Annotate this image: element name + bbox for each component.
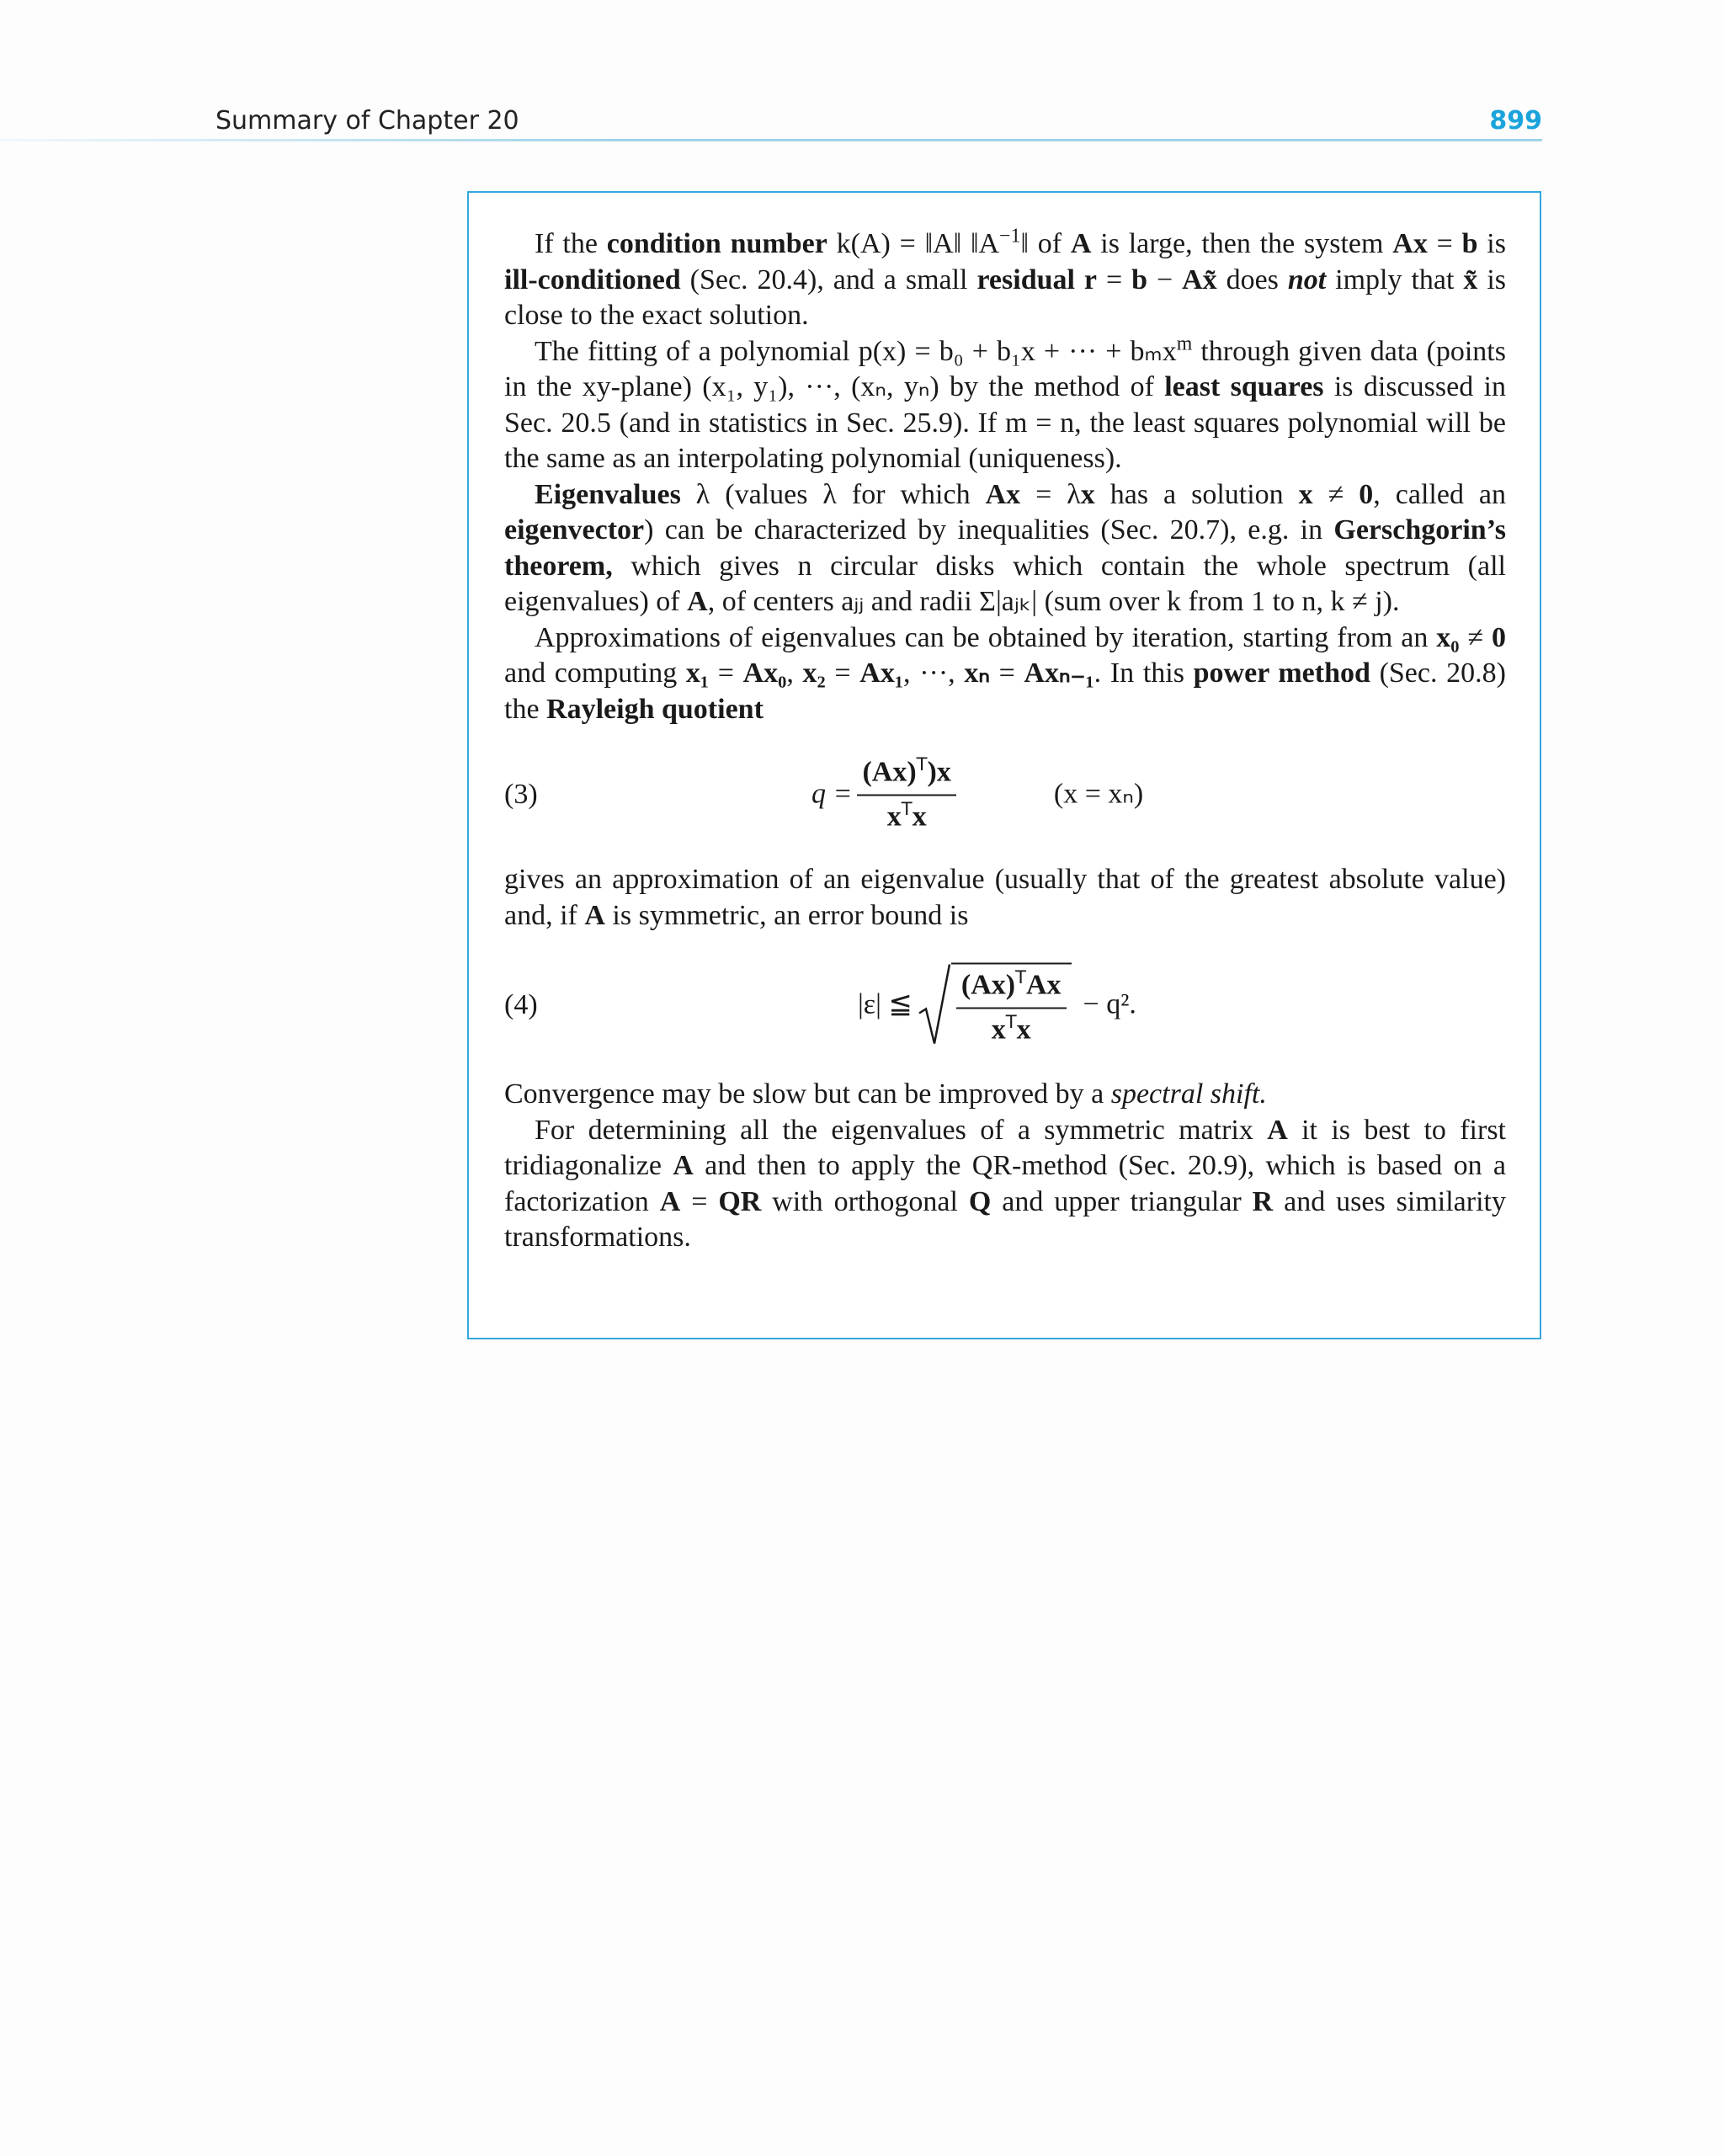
text-run: The fitting of a polynomial p(x) = b₀ + b₁x + ··· + bₘx bbox=[535, 335, 1177, 367]
math-bold: x bbox=[1298, 478, 1313, 510]
math-bold: Ax̃ bbox=[1182, 264, 1217, 295]
math-bold: 0 bbox=[1492, 621, 1506, 653]
math-bold: x bbox=[886, 801, 902, 832]
term-gerschgorin: Gerschgorin’s theorem, bbox=[504, 514, 1506, 582]
radical-sign bbox=[918, 963, 951, 1047]
paragraph-eigenvalues bbox=[504, 477, 1506, 620]
math-bold: (Ax) bbox=[960, 969, 1016, 1001]
equation-lhs: q = bbox=[811, 778, 853, 810]
paragraph-qr-method bbox=[504, 1113, 1506, 1256]
text-run: , of centers aⱼⱼ and radii Σ|aⱼₖ| (sum over k from 1 to n, k ≠ j). bbox=[707, 586, 1400, 617]
text-run: ) can be characterized by inequalities (Sec. 20.7), e.g. in bbox=[644, 514, 1334, 546]
text-run: and computing bbox=[504, 657, 686, 689]
text-run: k(A) = ‖A‖ ‖A bbox=[827, 228, 1000, 259]
math-bold: A bbox=[673, 1150, 694, 1181]
text-run: it is best to first tridiagonalize bbox=[504, 1114, 1506, 1181]
math-bold: Axₙ₋₁ bbox=[1024, 657, 1094, 689]
fraction-denominator bbox=[987, 1009, 1036, 1048]
text-run: is bbox=[1477, 228, 1506, 259]
text-run: If the bbox=[535, 228, 607, 259]
math-bold: xₙ bbox=[964, 657, 990, 689]
text-run: Convergence may be slow but can be improved by a bbox=[504, 1078, 1111, 1110]
superscript: T bbox=[1005, 1010, 1017, 1032]
equation-condition: (x = xₙ) bbox=[1053, 778, 1144, 810]
text-run: = bbox=[1097, 264, 1132, 295]
equation-4 bbox=[504, 934, 1506, 1077]
math-bold: x₂ bbox=[802, 657, 826, 689]
text-run: (Sec. 20.8) the bbox=[504, 657, 1506, 725]
equation-number: (3) bbox=[504, 778, 538, 810]
superscript: −1 bbox=[999, 225, 1021, 248]
paragraph-power-method bbox=[504, 620, 1506, 728]
emphasis-not: not bbox=[1287, 264, 1327, 295]
text-run: (Sec. 20.4), and a small bbox=[680, 264, 977, 295]
math-bold: x̃ bbox=[1463, 264, 1478, 295]
text-run: with orthogonal bbox=[761, 1185, 969, 1217]
superscript: T bbox=[901, 797, 913, 819]
math-bold: A bbox=[659, 1185, 681, 1217]
math-bold: Ax₁ bbox=[859, 657, 904, 689]
chapter-summary-box bbox=[467, 191, 1541, 1339]
text-run: is large, then the system bbox=[1091, 228, 1393, 259]
text-run: , bbox=[786, 657, 803, 689]
text-run: ≠ bbox=[1459, 621, 1492, 653]
text-run: is close to the exact solution. bbox=[504, 264, 1506, 331]
text-run: = λ bbox=[1020, 478, 1081, 510]
math-bold: A bbox=[1070, 228, 1092, 259]
running-head: Summary of Chapter 20 bbox=[216, 106, 519, 136]
text-run: is discussed in Sec. 20.5 (and in statistics in Sec. 25.9). If m = n, the least squares polynomial will be the same as an interpolating polynomial (uniqueness). bbox=[504, 371, 1506, 474]
math-bold: QR bbox=[718, 1185, 762, 1217]
term-eigenvector: eigenvector bbox=[504, 514, 645, 546]
term-ill-conditioned: ill-conditioned bbox=[504, 264, 681, 295]
text-run: and then to apply the QR-method (Sec. 20.9), which is based on a factorization bbox=[504, 1150, 1506, 1217]
term-least-squares: least squares bbox=[1164, 371, 1324, 402]
superscript: m bbox=[1176, 333, 1193, 355]
text-run: has a solution bbox=[1094, 478, 1299, 510]
text-run: ≠ bbox=[1312, 478, 1360, 510]
math-bold: A bbox=[584, 899, 605, 931]
math-bold: x bbox=[1080, 478, 1095, 510]
math-bold: x₁ bbox=[685, 657, 710, 689]
equation-body bbox=[858, 963, 1136, 1048]
square-root bbox=[918, 963, 1072, 1048]
fraction bbox=[857, 755, 955, 835]
text-run: and upper triangular bbox=[991, 1185, 1253, 1217]
math-bold: )x bbox=[927, 756, 951, 788]
text-run: which gives n circular disks which contain the whole spectrum (all eigenvalues) of bbox=[504, 550, 1506, 617]
text-run: is symmetric, an error bound is bbox=[604, 899, 969, 931]
term-spectral-shift: spectral shift. bbox=[1110, 1078, 1267, 1110]
superscript: T bbox=[1015, 966, 1026, 988]
text-run: λ (values λ for which bbox=[680, 478, 986, 510]
fraction-denominator bbox=[882, 796, 932, 835]
paragraph-error-bound bbox=[504, 862, 1506, 934]
fraction-numerator bbox=[956, 968, 1067, 1009]
text-run: gives an approximation of an eigenvalue (usually that of the greatest absolute value) and, if bbox=[504, 864, 1506, 931]
superscript: T bbox=[916, 753, 928, 775]
math-bold: x bbox=[912, 801, 927, 832]
term-residual: residual r bbox=[976, 264, 1097, 295]
math-bold: b bbox=[1461, 228, 1478, 259]
radicand bbox=[951, 963, 1072, 1048]
text-run: − bbox=[1147, 264, 1183, 295]
equation-3 bbox=[504, 727, 1506, 862]
text-run: = bbox=[709, 657, 743, 689]
paragraph-condition-number bbox=[504, 226, 1506, 334]
text-run: ‖ of bbox=[1020, 228, 1071, 259]
equation-tail: − q². bbox=[1083, 988, 1136, 1020]
text-run: = bbox=[825, 657, 860, 689]
equation-lhs: |ε| ≦ bbox=[858, 988, 913, 1020]
text-run: For determining all the eigenvalues of a symmetric matrix bbox=[535, 1114, 1268, 1146]
fraction bbox=[956, 968, 1067, 1048]
math-bold: R bbox=[1252, 1185, 1274, 1217]
math-bold: Q bbox=[968, 1185, 992, 1217]
equation-number: (4) bbox=[504, 988, 538, 1020]
page-number: 899 bbox=[1489, 106, 1542, 136]
paragraph-convergence bbox=[504, 1077, 1506, 1113]
text-run: , called an bbox=[1373, 478, 1507, 510]
paragraph-least-squares bbox=[504, 334, 1506, 477]
math-bold: A bbox=[687, 586, 708, 617]
text-run: imply that bbox=[1326, 264, 1464, 295]
math-bold: Ax bbox=[1392, 228, 1428, 259]
math-bold: Ax bbox=[1025, 969, 1062, 1001]
term-power-method: power method bbox=[1193, 657, 1370, 689]
term-condition-number: condition number bbox=[606, 228, 827, 259]
text-run: = bbox=[1427, 228, 1462, 259]
math-bold: Ax bbox=[985, 478, 1021, 510]
math-bold: A bbox=[1267, 1114, 1288, 1146]
term-eigenvalues: Eigenvalues bbox=[535, 478, 681, 510]
math-bold: x bbox=[991, 1014, 1006, 1045]
math-bold: 0 bbox=[1359, 478, 1374, 510]
math-bold: x bbox=[1016, 1014, 1031, 1045]
math-bold: Ax₀ bbox=[742, 657, 787, 689]
text-run: = bbox=[989, 657, 1024, 689]
term-rayleigh-quotient: Rayleigh quotient bbox=[546, 693, 764, 725]
text-run: Approximations of eigenvalues can be obtained by iteration, starting from an bbox=[535, 621, 1437, 653]
text-run: = bbox=[680, 1185, 719, 1217]
text-run: . In this bbox=[1093, 657, 1194, 689]
math-bold: (Ax) bbox=[862, 756, 917, 788]
math-bold: b bbox=[1131, 264, 1147, 295]
equation-body bbox=[811, 755, 1143, 835]
text-run: does bbox=[1216, 264, 1288, 295]
text-run: through given data (points in the xy-plane) (x₁, y₁), ···, (xₙ, yₙ) by the method of bbox=[504, 335, 1506, 402]
text-run: , ···, bbox=[903, 657, 965, 689]
header-rule bbox=[0, 139, 1542, 141]
math-bold: x₀ bbox=[1436, 621, 1460, 653]
text-run: and uses similarity transformations. bbox=[504, 1185, 1506, 1253]
summary-text bbox=[504, 226, 1506, 1256]
fraction-numerator bbox=[857, 755, 955, 796]
